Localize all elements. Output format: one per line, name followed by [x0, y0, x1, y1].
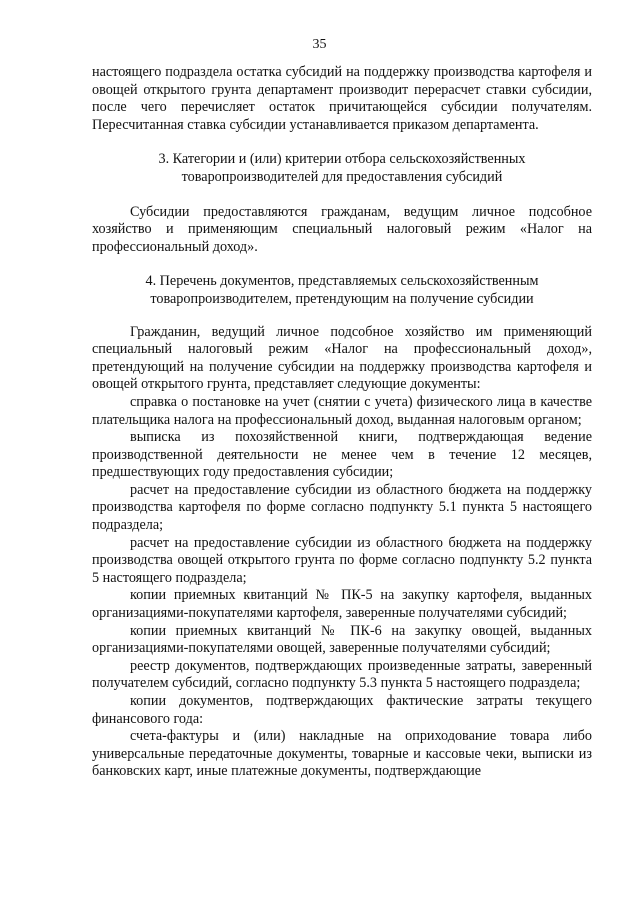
list-item-potato-calculation: расчет на предоставление субсидии из областного бюджета на поддержку производства картофеля по форме согласно подпункту 5.1 пункта 5 настоящего подраздела; [92, 481, 592, 534]
paragraph-continuation: настоящего подраздела остатка субсидий на поддержку производства картофеля и овощей открытого грунта департамент производит перерасчет ставки субсидии, после чего перечисляет остаток причитающейся субсидии получателям. Пересчитанная ставка субсидии устанавливается приказом департамента. [92, 64, 592, 133]
list-item-invoices: счета-фактуры и (или) накладные на оприходование товара либо универсальные передаточные документы, товарные и кассовые чеки, выписки из банковских карт, иные платежные документы, подтверждающие [92, 728, 592, 780]
list-item-pk5-receipts: копии приемных квитанций № ПК-5 на закупку картофеля, выданных организациями-покупателями картофеля, заверенные получателями субсидий; [92, 587, 592, 622]
page-number: 35 [312, 37, 327, 52]
section-heading-3: 3. Категории и (или) критерии отбора сельскохозяйственных товаропроизводителей для предоставления субсидий [158, 151, 526, 185]
paragraph-intro: Гражданин, ведущий личное подсобное хозяйство им применяющий специальный налоговый режим «Налог на профессиональный доход», претендующий на получение субсидии на поддержку производства картофеля и овощей открытого грунта, представляет следующие документы: [92, 323, 592, 393]
list-item-household-book: выписка из похозяйственной книги, подтверждающая ведение производственной деятельности не менее чем в течение 12 месяцев, предшествующих году предоставления субсидии; [92, 429, 592, 481]
paragraph-recipients: Субсидии предоставляются гражданам, ведущим личное подсобное хозяйство и применяющим специальный налоговый режим «Налог на профессиональный доход». [92, 203, 592, 255]
list-item-vegetable-calculation: расчет на предоставление субсидии из областного бюджета на поддержку производства овощей открытого грунта по форме согласно подпункту 5.2 пункта 5 настоящего подраздела; [92, 534, 592, 586]
list-item-tax-certificate: справка о постановке на учет (снятии с учета) физического лица в качестве плательщика налога на профессиональный доход, выданная налоговым органом; [92, 393, 592, 428]
document-body [92, 64, 592, 781]
list-item-pk6-receipts: копии приемных квитанций № ПК-6 на закупку овощей, выданных организациями-покупателями овощей, заверенные получателями субсидий; [92, 622, 592, 657]
list-item-expense-registry: реестр документов, подтверждающих произведенные затраты, заверенный получателем субсидий, согласно подпункту 5.3 пункта 5 настоящего подраздела; [92, 657, 592, 692]
list-item-expense-copies: копии документов, подтверждающих фактические затраты текущего финансового года: [92, 693, 592, 727]
section-heading-4: 4. Перечень документов, представляемых сельскохозяйственным товаропроизводителем, претендующим на получение субсидии [145, 273, 539, 307]
